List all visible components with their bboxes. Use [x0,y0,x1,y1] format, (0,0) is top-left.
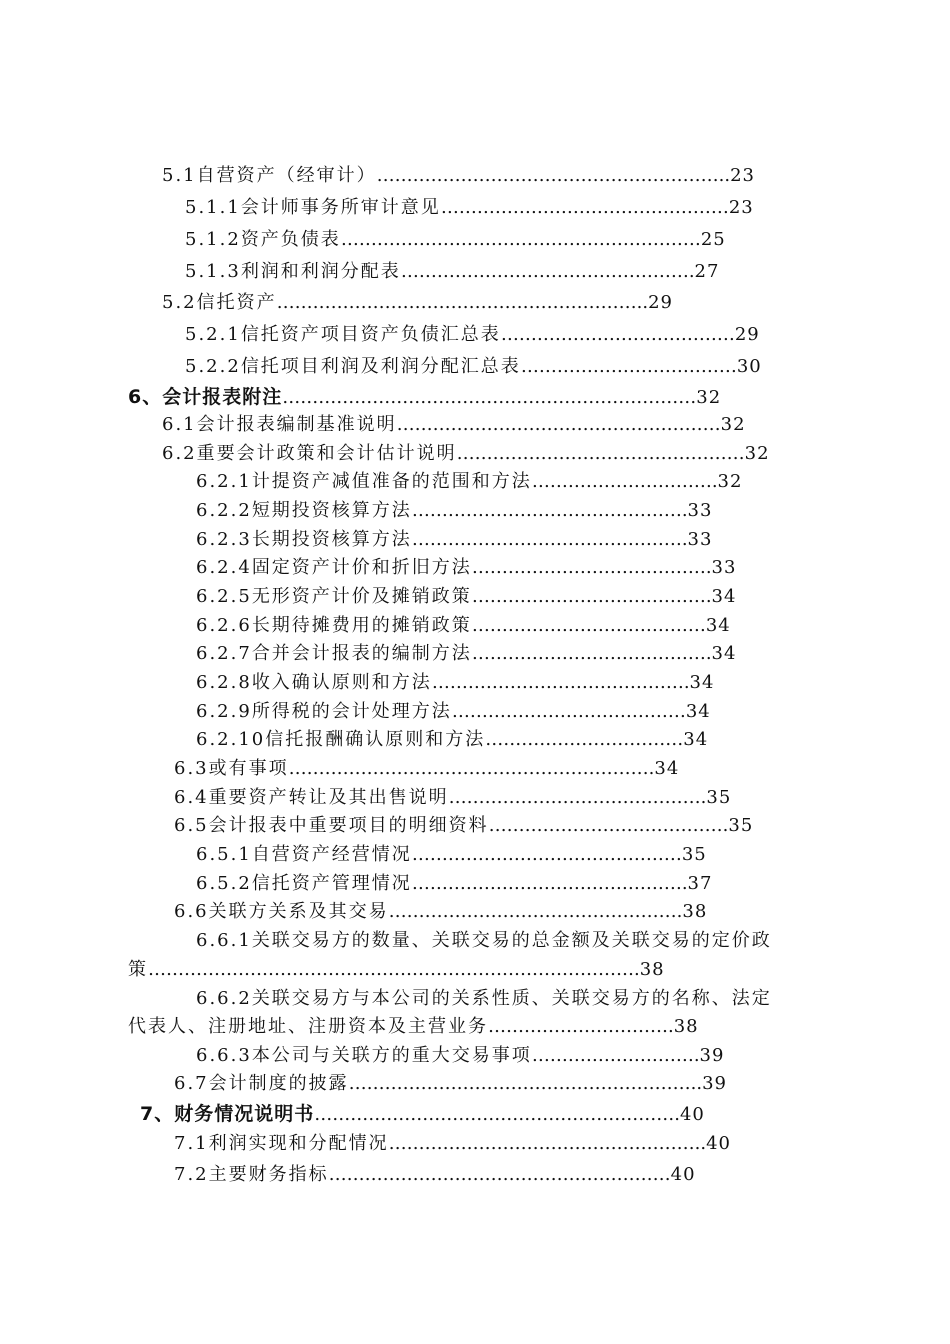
toc-page: 38 [639,959,665,980]
toc-entry[interactable] [196,471,742,493]
toc-leader: ……………………………… [520,356,737,377]
toc-page: 38 [682,901,708,922]
toc-number: 6.4 [174,787,209,808]
toc-entry[interactable] [185,229,726,251]
toc-page: 34 [683,729,709,750]
toc-entry[interactable] [174,787,731,809]
toc-leader: ………………………………… [500,324,735,345]
toc-page: 34 [711,643,737,664]
toc-number: 5.2.2 [185,356,241,377]
toc-entry[interactable] [162,292,673,314]
toc-entry[interactable] [174,815,753,837]
toc-entry[interactable] [196,930,772,952]
toc-number: 7.1 [174,1133,209,1154]
toc-page: 34 [711,586,737,607]
toc-title: 财务情况说明书 [174,1103,315,1125]
toc-entry-continuation[interactable] [128,1016,699,1038]
toc-page: 40 [670,1164,696,1185]
toc-number: 6.1 [162,414,197,435]
toc-leader: ………………………. [531,1045,700,1066]
toc-entry[interactable] [162,443,770,465]
toc-number: 6.5.2 [196,873,252,894]
toc-entry[interactable] [196,643,736,665]
toc-title: 利润实现和分配情况 [208,1133,389,1154]
toc-title: 关联交易方与本公司的关系性质、关联交易方的名称、法定 [251,988,772,1009]
toc-leader: ………………………………………………… [328,1164,671,1185]
toc-title: 会计报表编制基准说明 [196,414,397,435]
toc-title: 计提资产减值准备的范围和方法 [251,471,532,492]
toc-number: 6.2.8 [196,672,252,693]
toc-leader: ………………………………………. [411,873,688,894]
toc-entry[interactable] [174,1164,696,1186]
toc-page: 37 [687,873,713,894]
toc-page: 29 [648,292,673,313]
toc-entry[interactable] [196,729,708,751]
toc-leader: …………………………………………………….. [276,292,649,313]
toc-leader: …………………………… [485,729,684,750]
toc-leader: ……………………………………………………. [288,758,655,779]
toc-entry[interactable] [196,586,736,608]
toc-title: 所得税的会计处理方法 [251,701,452,722]
toc-page: 33 [711,557,737,578]
toc-title: 主要财务指标 [208,1164,329,1185]
toc-entry[interactable] [185,356,762,378]
toc-number: 7.2 [174,1164,209,1185]
toc-number: 5.1.3 [185,261,241,282]
toc-entry[interactable] [185,261,719,283]
toc-number: 5.1 [162,165,197,186]
toc-page: 35 [706,787,732,808]
toc-leader: …………………………………………. [400,261,695,282]
toc-leader: …………………………………. [471,557,712,578]
toc-leader: ………………………………………………………………………. [148,959,640,980]
toc-entry[interactable] [174,1073,727,1095]
toc-entry[interactable] [196,844,707,866]
toc-leader: …………………………………. [471,586,712,607]
toc-page: 34 [689,672,715,693]
toc-title: 重要资产转让及其出售说明 [208,787,449,808]
toc-number: 6.5.1 [196,844,252,865]
toc-number: 5.2.1 [185,324,241,345]
toc-title: 自营资产（经审计） [196,165,377,186]
toc-page: 33 [687,529,713,550]
toc-title: 长期投资核算方法 [251,529,412,550]
toc-entry[interactable] [196,557,736,579]
toc-leader: …………………………………. [488,815,729,836]
toc-chapter-entry[interactable] [140,1103,705,1126]
toc-leader: …………………………………. [471,643,712,664]
toc-page: 29 [734,324,760,345]
toc-number: 6.6.3 [196,1045,252,1066]
toc-title: 收入确认原则和方法 [251,672,432,693]
toc-entry-continuation[interactable] [128,959,665,981]
toc-chapter-entry[interactable] [128,386,721,409]
toc-leader: ……………………………………. [431,672,690,693]
toc-entry[interactable] [174,901,707,923]
toc-number: 6.2.5 [196,586,252,607]
toc-page: 35 [728,815,754,836]
toc-title: 或有事项 [208,758,289,779]
toc-entry[interactable] [162,165,755,187]
toc-title: 短期投资核算方法 [251,500,412,521]
toc-number: 6.2.9 [196,701,252,722]
toc-page: 35 [681,844,707,865]
toc-number: 6.6 [174,901,209,922]
toc-page: 25 [700,229,726,250]
toc-title: 本公司与关联方的重大交易事项 [251,1045,532,1066]
toc-title: 信托资产项目资产负债汇总表 [240,324,501,345]
toc-leader: ………………………………………………….. [348,1073,703,1094]
toc-page: 39 [699,1045,725,1066]
toc-number: 6.2.7 [196,643,252,664]
toc-page: 32 [720,414,746,435]
toc-leader: …………………………………………………………… [282,387,697,408]
toc-leader: ………………………………… [471,615,706,636]
toc-leader: ……………………………………. [448,787,707,808]
toc-number: 6.7 [174,1073,209,1094]
toc-leader: …………………………………………….. [388,1133,707,1154]
toc-leader: ……………………………………………………. [314,1104,680,1125]
toc-number: 6.3 [174,758,209,779]
toc-page: 27 [694,261,720,282]
toc-title: 会计制度的披露 [208,1073,349,1094]
toc-title: 信托资产管理情况 [251,873,412,894]
toc-title: 固定资产计价和折旧方法 [251,557,472,578]
toc-title: 信托项目利润及利润分配汇总表 [240,356,521,377]
toc-title: 资产负债表 [240,229,341,250]
toc-title: 策 [128,959,148,980]
toc-number: 5.1.1 [185,197,241,218]
toc-number: 6.2.4 [196,557,252,578]
toc-number: 6.2 [162,443,197,464]
toc-entry[interactable] [196,500,712,522]
toc-title: 信托资产 [196,292,277,313]
toc-title: 会计师事务所审计意见 [240,197,441,218]
toc-page: 33 [687,500,713,521]
toc-page: 34 [685,701,711,722]
toc-entry[interactable] [196,701,711,723]
toc-leader: ………………………………… [451,701,686,722]
toc-page: 32 [717,471,743,492]
toc-entry[interactable] [196,1045,724,1067]
toc-page: 23 [728,197,754,218]
toc-number: 6.6.1 [196,930,252,951]
toc-entry[interactable] [196,672,714,694]
toc-number: 6.2.10 [196,729,266,750]
toc-page: 38 [673,1016,699,1037]
toc-page: 40 [706,1133,731,1154]
toc-entry[interactable] [174,1133,731,1155]
toc-entry[interactable] [196,988,772,1010]
toc-title: 长期待摊费用的摊销政策 [251,615,472,636]
toc-number: 6.6.2 [196,988,252,1009]
toc-title: 合并会计报表的编制方法 [251,643,472,664]
toc-number: 6.2.3 [196,529,252,550]
toc-entry[interactable] [162,414,746,436]
toc-page: 23 [730,165,755,186]
toc-entry[interactable] [196,615,731,637]
toc-entry[interactable] [196,873,712,895]
toc-entry[interactable] [185,324,760,346]
toc-title: 利润和利润分配表 [240,261,401,282]
toc-title: 重要会计政策和会计估计说明 [196,443,457,464]
toc-page: 34 [654,758,680,779]
toc-title: 会计报表中重要项目的明细资料 [208,815,489,836]
toc-entry[interactable] [196,529,712,551]
toc-title: 无形资产计价及摊销政策 [251,586,472,607]
toc-page: 32 [696,387,722,408]
toc-leader: …………………………………………………… [340,229,701,250]
toc-number: 6.2.1 [196,471,252,492]
toc-leader: ……………………………………… [411,844,682,865]
toc-number: 7、 [140,1103,175,1125]
toc-title: 会计报表附注 [162,386,283,408]
toc-title: 代表人、注册地址、注册资本及主营业务 [128,1016,488,1037]
toc-number: 6.2.6 [196,615,252,636]
toc-entry[interactable] [174,758,679,780]
toc-leader: ………………………………………. [411,529,688,550]
toc-page: 40 [679,1104,705,1125]
toc-leader: …………………………. [488,1016,674,1037]
toc-leader: …………………………. [531,471,718,492]
toc-number: 5.1.2 [185,229,241,250]
toc-leader: ………………………………………………….. [376,165,731,186]
toc-leader: ……………………………………………… [396,414,721,435]
toc-title: 信托报酬确认原则和方法 [265,729,486,750]
toc-page: 30 [736,356,762,377]
toc-number: 6、 [128,386,163,408]
toc-page: 32 [744,443,770,464]
toc-title: 自营资产经营情况 [251,844,412,865]
toc-number: 6.5 [174,815,209,836]
toc-number: 5.2 [162,292,197,313]
toc-title: 关联交易方的数量、关联交易的总金额及关联交易的定价政 [251,930,772,951]
toc-title: 关联方关系及其交易 [208,901,389,922]
toc-page: 34 [705,615,731,636]
toc-number: 6.2.2 [196,500,252,521]
toc-leader: ………………………………………. [411,500,688,521]
toc-leader: ………………………………………… [440,197,729,218]
toc-leader: …………………………………………. [388,901,683,922]
toc-entry[interactable] [185,197,754,219]
toc-page: 39 [702,1073,727,1094]
toc-leader: ………………………………………… [456,443,745,464]
